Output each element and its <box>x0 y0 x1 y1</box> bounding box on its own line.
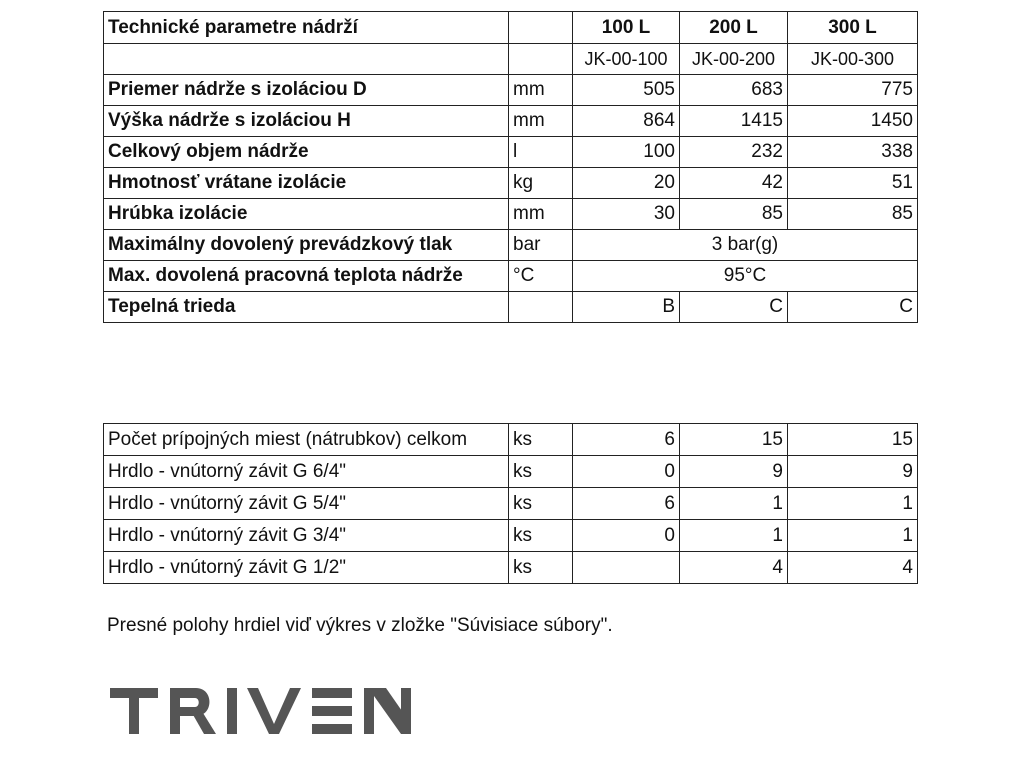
row-unit: °C <box>509 261 573 292</box>
table-row <box>104 137 918 168</box>
value-cell: 338 <box>788 137 918 168</box>
value-cell: C <box>788 292 918 323</box>
value-cell: 9 <box>680 456 788 488</box>
value-cell: 85 <box>680 199 788 230</box>
table-title: Technické parametre nádrží <box>104 12 509 44</box>
empty-cell <box>104 44 509 75</box>
value-cell: 0 <box>573 520 680 552</box>
product-code-row <box>104 44 918 75</box>
row-label: Hmotnosť vrátane izolácie <box>104 168 509 199</box>
table-row <box>104 106 918 137</box>
row-unit <box>509 292 573 323</box>
row-unit: ks <box>509 520 573 552</box>
row-unit: ks <box>509 552 573 584</box>
row-unit: ks <box>509 424 573 456</box>
product-code-200: JK-00-200 <box>680 44 788 75</box>
value-cell: 0 <box>573 456 680 488</box>
value-cell: 683 <box>680 75 788 106</box>
value-cell: 4 <box>788 552 918 584</box>
value-cell: C <box>680 292 788 323</box>
row-unit: mm <box>509 75 573 106</box>
row-unit: l <box>509 137 573 168</box>
value-cell: 232 <box>680 137 788 168</box>
table-row <box>104 520 918 552</box>
value-cell: 1 <box>788 520 918 552</box>
value-cell: B <box>573 292 680 323</box>
table-row-merged <box>104 230 918 261</box>
row-label: Výška nádrže s izoláciou H <box>104 106 509 137</box>
technical-parameters-table <box>103 11 918 323</box>
table-row <box>104 168 918 199</box>
value-cell: 864 <box>573 106 680 137</box>
row-label: Maximálny dovolený prevádzkový tlak <box>104 230 509 261</box>
row-unit: mm <box>509 106 573 137</box>
table-row <box>104 488 918 520</box>
value-cell: 1450 <box>788 106 918 137</box>
value-cell: 6 <box>573 488 680 520</box>
size-header-100: 100 L <box>573 12 680 44</box>
unit-header-cell <box>509 12 573 44</box>
value-cell: 775 <box>788 75 918 106</box>
empty-cell <box>509 44 573 75</box>
value-cell: 20 <box>573 168 680 199</box>
table-header-row <box>104 12 918 44</box>
product-code-100: JK-00-100 <box>573 44 680 75</box>
table-row <box>104 424 918 456</box>
row-unit: bar <box>509 230 573 261</box>
row-label: Hrdlo - vnútorný závit G 1/2" <box>104 552 509 584</box>
table-row <box>104 75 918 106</box>
row-unit: mm <box>509 199 573 230</box>
merged-value-cell: 3 bar(g) <box>573 230 918 261</box>
table-row <box>104 199 918 230</box>
value-cell: 1 <box>680 520 788 552</box>
value-cell: 85 <box>788 199 918 230</box>
size-header-200: 200 L <box>680 12 788 44</box>
triven-logo <box>110 686 482 741</box>
merged-value-cell: 95°C <box>573 261 918 292</box>
size-header-300: 300 L <box>788 12 918 44</box>
row-unit: ks <box>509 488 573 520</box>
row-label: Tepelná trieda <box>104 292 509 323</box>
row-label: Hrdlo - vnútorný závit G 5/4" <box>104 488 509 520</box>
value-cell: 505 <box>573 75 680 106</box>
row-label: Max. dovolená pracovná teplota nádrže <box>104 261 509 292</box>
row-label: Hrdlo - vnútorný závit G 3/4" <box>104 520 509 552</box>
value-cell: 51 <box>788 168 918 199</box>
value-cell: 1 <box>680 488 788 520</box>
table-row-merged <box>104 261 918 292</box>
row-unit: ks <box>509 456 573 488</box>
value-cell: 4 <box>680 552 788 584</box>
table-row <box>104 552 918 584</box>
value-cell: 1415 <box>680 106 788 137</box>
row-label: Priemer nádrže s izoláciou D <box>104 75 509 106</box>
row-unit: kg <box>509 168 573 199</box>
value-cell <box>573 552 680 584</box>
row-label: Celkový objem nádrže <box>104 137 509 168</box>
row-label: Hrúbka izolácie <box>104 199 509 230</box>
value-cell: 15 <box>788 424 918 456</box>
product-code-300: JK-00-300 <box>788 44 918 75</box>
connections-table <box>103 423 918 584</box>
table-row <box>104 292 918 323</box>
row-label: Počet prípojných miest (nátrubkov) celkom <box>104 424 509 456</box>
table-row <box>104 456 918 488</box>
value-cell: 100 <box>573 137 680 168</box>
logo-lettering <box>110 688 411 734</box>
value-cell: 42 <box>680 168 788 199</box>
value-cell: 1 <box>788 488 918 520</box>
value-cell: 15 <box>680 424 788 456</box>
row-label: Hrdlo - vnútorný závit G 6/4" <box>104 456 509 488</box>
value-cell: 9 <box>788 456 918 488</box>
connection-positions-note: Presné polohy hrdiel viď výkres v zložke "Súvisiace súbory". <box>107 615 613 636</box>
value-cell: 30 <box>573 199 680 230</box>
value-cell: 6 <box>573 424 680 456</box>
